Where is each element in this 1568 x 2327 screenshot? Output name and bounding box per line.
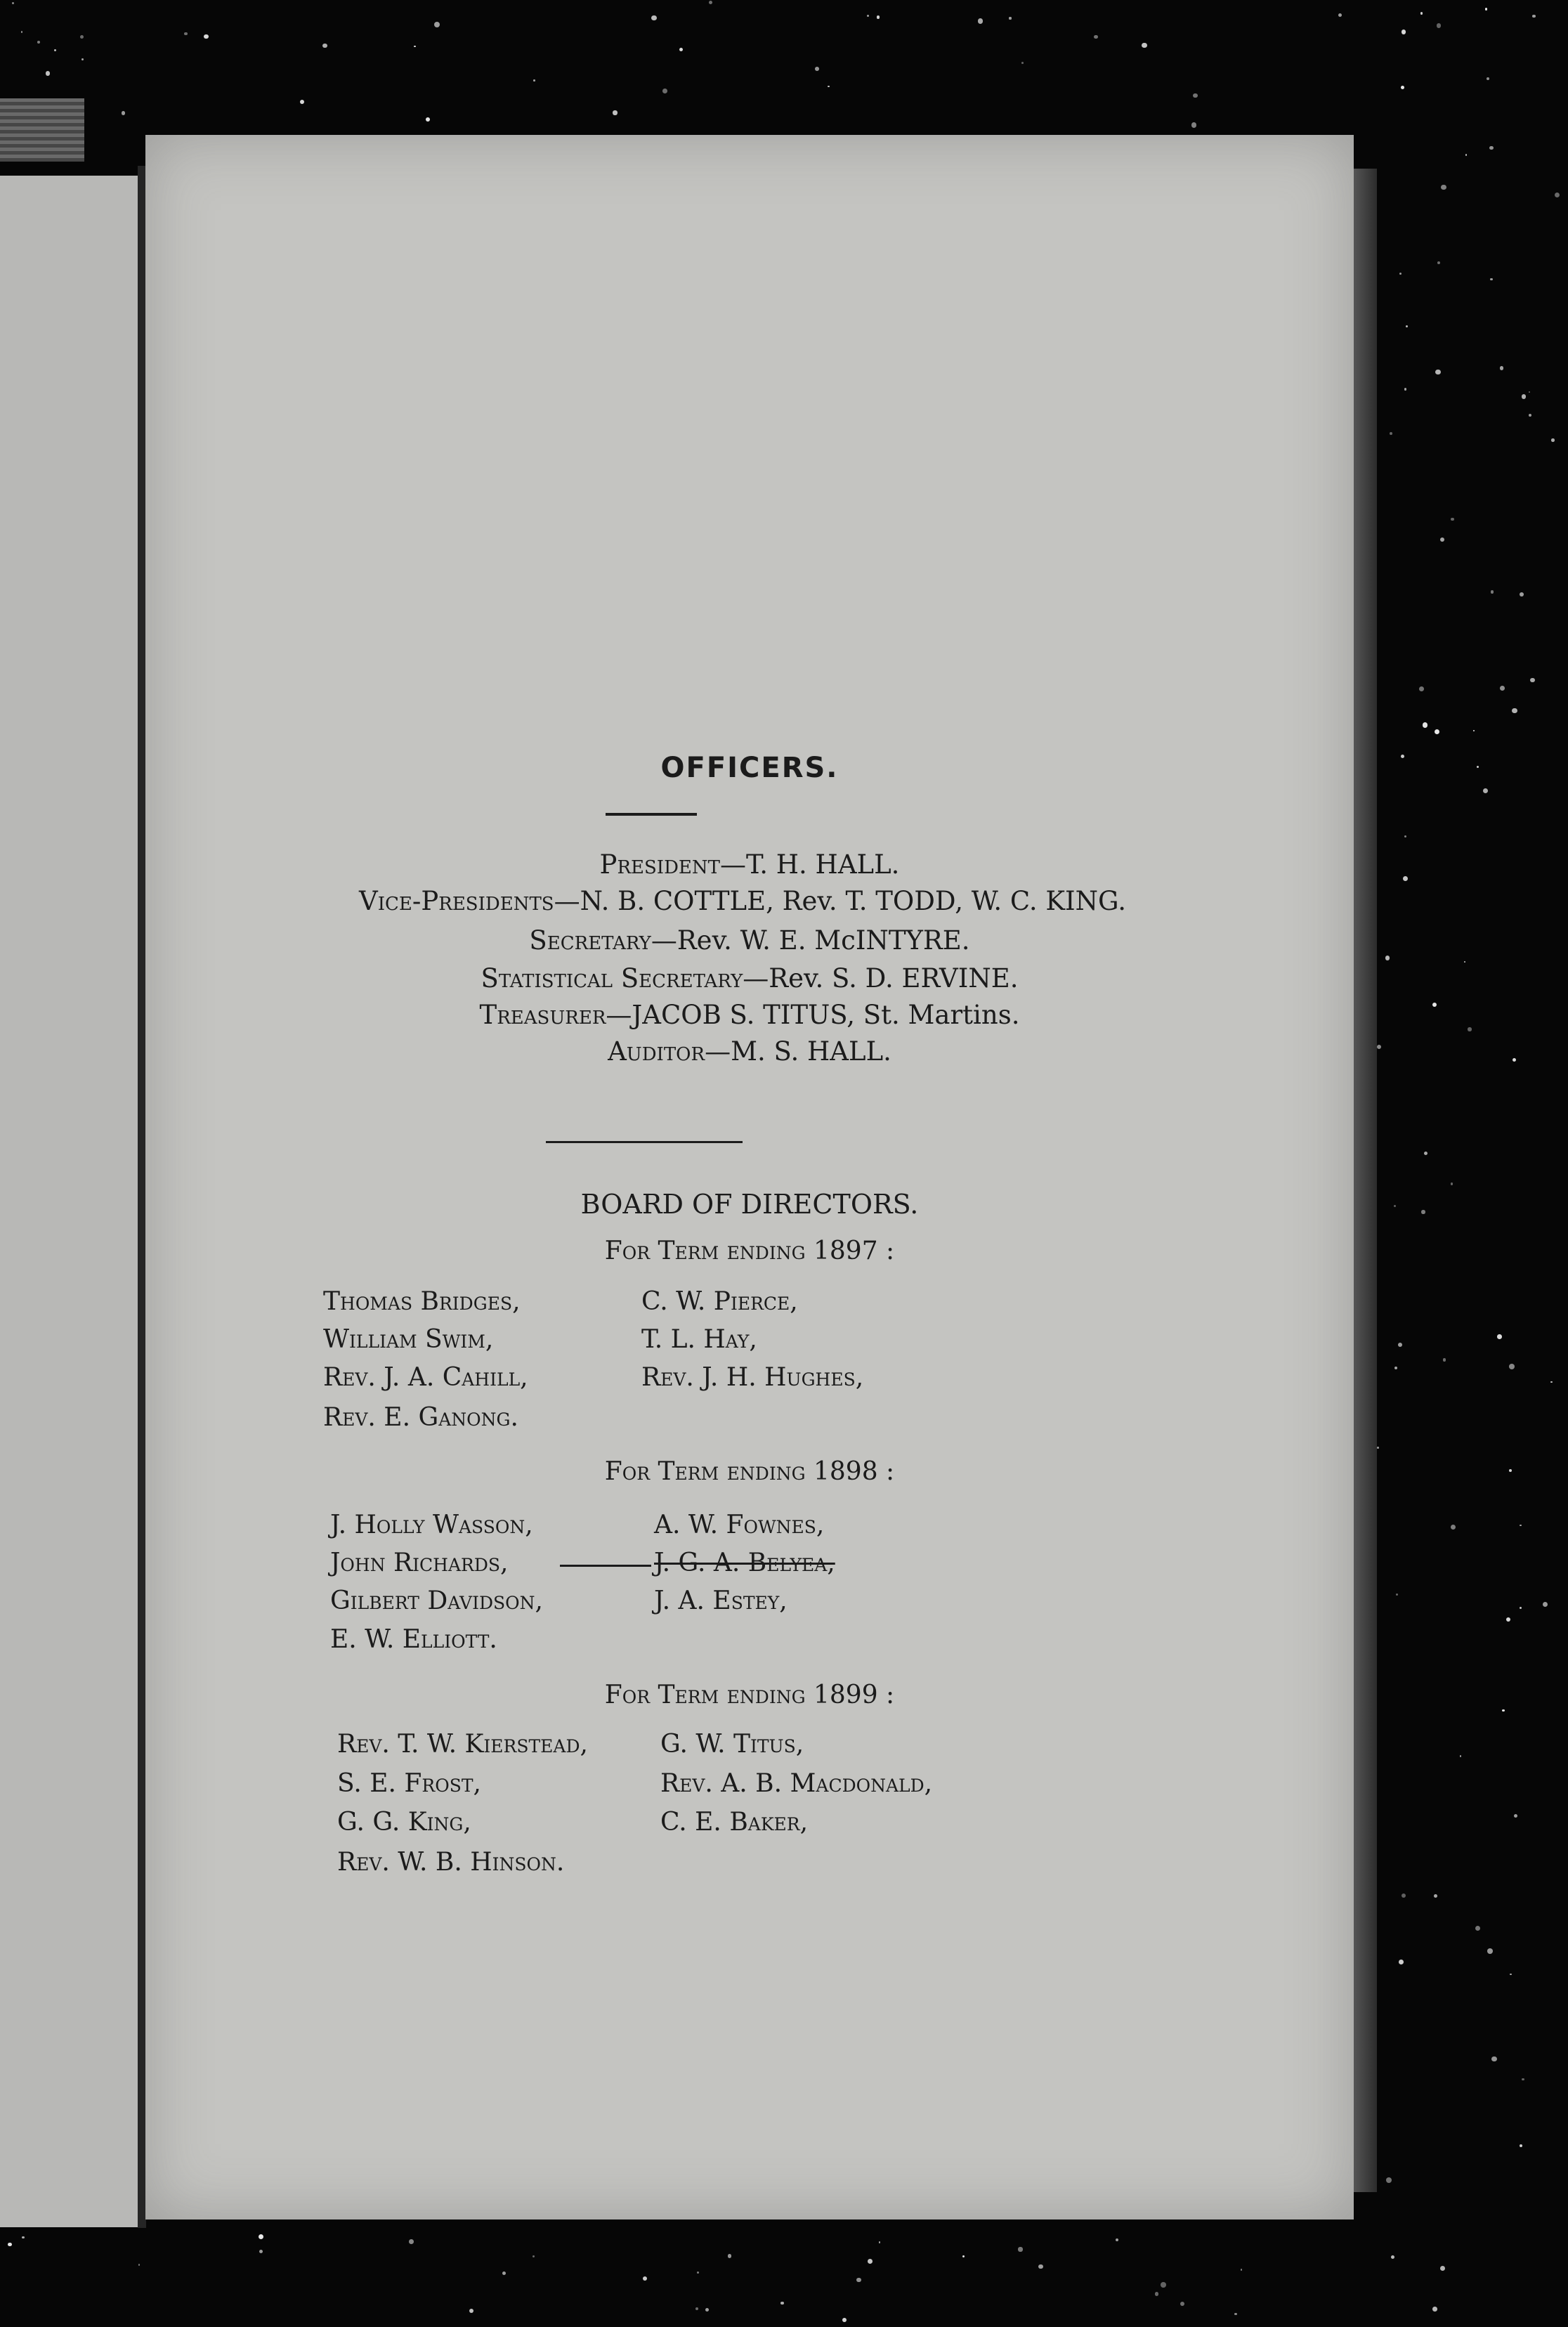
section-rule: [546, 1141, 743, 1143]
dust-speck: [1193, 93, 1197, 98]
dust-speck: [1038, 2264, 1043, 2269]
dust-speck: [1435, 370, 1441, 375]
dust-speck: [1473, 730, 1475, 731]
officer-role: Auditor: [608, 1036, 705, 1067]
director-name: J. A. Estey,: [654, 1586, 788, 1615]
dust-speck: [1234, 2313, 1236, 2315]
dust-speck: [679, 48, 683, 51]
dust-speck: [204, 34, 209, 39]
dust-speck: [426, 117, 430, 122]
dust-speck: [695, 2307, 699, 2311]
dust-speck: [1502, 1709, 1505, 1712]
officer-treasurer: Treasurer—JACOB S. TITUS, St. Martins.: [479, 1000, 1020, 1030]
officer-name: T. H. HALL.: [746, 849, 900, 880]
director-name: Rev. J. H. Hughes,: [641, 1363, 864, 1392]
dust-speck: [643, 2276, 647, 2281]
dust-speck: [184, 32, 188, 36]
dust-speck: [1510, 1974, 1511, 1975]
director-name: E. W. Elliott.: [330, 1625, 497, 1654]
dust-speck: [12, 2, 14, 4]
dust-speck: [1500, 686, 1505, 691]
binding-tape: [0, 98, 84, 162]
officer-role: Treasurer: [479, 1000, 606, 1030]
dust-speck: [1434, 1894, 1437, 1898]
dust-speck: [815, 67, 819, 71]
dust-speck: [1180, 2302, 1184, 2306]
dust-speck: [1465, 154, 1468, 156]
dust-speck: [879, 2241, 881, 2243]
director-name: C. E. Baker,: [660, 1808, 809, 1837]
dust-speck: [1509, 1469, 1512, 1472]
dust-speck: [1477, 766, 1479, 768]
dust-speck: [1550, 1381, 1553, 1383]
dust-speck: [80, 35, 84, 39]
dust-speck: [780, 2302, 784, 2305]
dust-speck: [1402, 1893, 1406, 1898]
dust-speck: [1399, 273, 1402, 275]
dust-speck: [1451, 1525, 1456, 1530]
dust-speck: [978, 18, 983, 23]
dust-speck: [1529, 391, 1530, 393]
dust-speck: [1543, 1602, 1548, 1607]
dust-speck: [1522, 2078, 1524, 2081]
dust-speck: [1487, 1948, 1493, 1954]
dust-speck: [1464, 961, 1465, 963]
dust-speck: [1532, 15, 1536, 18]
dust-speck: [533, 79, 535, 82]
dust-speck: [1512, 708, 1517, 713]
dust-speck: [1424, 1152, 1427, 1155]
dust-speck: [651, 15, 656, 20]
dust-speck: [1443, 1358, 1446, 1362]
dust-speck: [469, 2309, 473, 2313]
dust-speck: [1435, 729, 1439, 734]
dust-speck: [1161, 2282, 1165, 2287]
dust-speck: [1191, 122, 1196, 127]
officer-name: Rev. W. E. McINTYRE.: [677, 925, 970, 956]
page-title: OFFICERS.: [660, 752, 839, 784]
dust-speck: [828, 86, 830, 88]
dust-speck: [1399, 1960, 1404, 1964]
left-page-fragment: [0, 176, 144, 2227]
dust-speck: [1451, 518, 1453, 521]
director-name: G. G. King,: [337, 1808, 471, 1837]
dust-speck: [1396, 1593, 1398, 1596]
dust-speck: [1009, 17, 1011, 19]
dust-speck: [705, 2308, 710, 2312]
dust-speck: [37, 41, 40, 44]
dust-speck: [1394, 1367, 1397, 1369]
dust-speck: [1155, 2292, 1159, 2296]
officer-statistical-secretary: Statistical Secretary—Rev. S. D. ERVINE.: [481, 963, 1019, 993]
dust-speck: [1451, 1182, 1453, 1185]
page-content: [145, 135, 1354, 2220]
dust-speck: [1460, 1755, 1461, 1756]
officer-role: Statistical Secretary: [481, 963, 743, 993]
dust-speck: [259, 2234, 263, 2239]
director-name: A. W. Fownes,: [654, 1511, 825, 1539]
dust-speck: [1522, 394, 1527, 399]
dust-speck: [1377, 1447, 1379, 1449]
dust-speck: [1487, 77, 1489, 80]
dust-speck: [1489, 146, 1494, 150]
dust-speck: [1520, 1525, 1521, 1526]
dust-speck: [1530, 678, 1534, 682]
dust-speck: [54, 49, 56, 51]
dust-speck: [613, 110, 617, 115]
dust-speck: [856, 2278, 861, 2283]
dust-speck: [962, 2255, 965, 2257]
dust-speck: [1419, 686, 1424, 691]
dust-speck: [1018, 2247, 1022, 2251]
dust-speck: [697, 2271, 700, 2274]
dust-speck: [1386, 2177, 1392, 2183]
dust-speck: [434, 22, 440, 27]
dust-speck: [1509, 1364, 1515, 1369]
officer-name: M. S. HALL.: [731, 1036, 891, 1067]
dust-speck: [1241, 2269, 1243, 2271]
dust-speck: [1490, 278, 1493, 281]
dust-speck: [1401, 86, 1404, 89]
dust-speck: [1520, 1607, 1522, 1609]
dust-speck: [1491, 2057, 1497, 2062]
dust-speck: [322, 44, 327, 48]
dust-speck: [1520, 2144, 1522, 2147]
dust-speck: [1401, 755, 1404, 758]
dust-speck: [1520, 592, 1524, 597]
dust-speck: [1402, 30, 1406, 34]
dust-speck: [1432, 2307, 1437, 2311]
dust-speck: [1441, 185, 1446, 190]
dust-speck: [1338, 13, 1342, 17]
dust-speck: [1142, 43, 1147, 48]
dust-speck: [1440, 537, 1444, 542]
director-name: John Richards,: [330, 1549, 509, 1577]
term-1897-label: For Term ending 1897 :: [604, 1237, 895, 1265]
term-1899-label: For Term ending 1899 :: [604, 1681, 895, 1709]
dust-speck: [21, 31, 23, 33]
dust-speck: [1420, 12, 1423, 14]
director-name: William Swim,: [323, 1325, 494, 1354]
dust-speck: [1404, 388, 1407, 391]
dust-speck: [1094, 35, 1098, 39]
director-name: J. Holly Wasson,: [330, 1511, 533, 1539]
dust-speck: [138, 2264, 140, 2265]
dust-speck: [1437, 23, 1442, 28]
dust-speck: [1468, 1027, 1471, 1031]
dust-speck: [1404, 835, 1407, 838]
dust-speck: [868, 2259, 873, 2264]
director-name: Rev. J. A. Cahill,: [323, 1363, 528, 1392]
director-name: Rev. A. B. Macdonald,: [660, 1769, 933, 1798]
dust-speck: [728, 2254, 732, 2258]
officer-role: President: [599, 849, 720, 880]
dust-speck: [22, 2236, 24, 2238]
dust-speck: [842, 2318, 847, 2322]
dust-speck: [81, 58, 84, 60]
dust-speck: [1551, 438, 1555, 442]
dust-speck: [1514, 1814, 1517, 1818]
dust-speck: [1500, 366, 1503, 370]
dust-speck: [867, 15, 869, 17]
dust-speck: [1437, 261, 1440, 264]
dust-speck: [409, 2239, 414, 2244]
dust-speck: [1491, 590, 1494, 594]
dust-speck: [414, 46, 415, 47]
officer-vice-presidents: Vice-Presidents—N. B. COTTLE, Rev. T. TODD, W. C. KING.: [358, 886, 1126, 916]
term-1898-label: For Term ending 1898 :: [604, 1457, 895, 1486]
officer-name: JACOB S. TITUS, St. Martins.: [632, 1000, 1020, 1030]
officer-name: N. B. COTTLE, Rev. T. TODD, W. C. KING.: [580, 886, 1126, 916]
officer-name: Rev. S. D. ERVINE.: [769, 963, 1019, 993]
dust-speck: [1021, 62, 1024, 64]
title-rule: [606, 813, 697, 816]
dust-speck: [122, 111, 126, 115]
director-name: Rev. E. Ganong.: [323, 1403, 518, 1432]
dust-speck: [1385, 956, 1390, 960]
dust-speck: [1555, 193, 1560, 197]
dust-speck: [1483, 788, 1488, 793]
director-name: G. W. Titus,: [660, 1730, 804, 1759]
dust-speck: [1116, 2238, 1118, 2241]
dust-speck: [1421, 1210, 1425, 1213]
dust-speck: [1485, 8, 1487, 10]
dust-speck: [1403, 876, 1409, 882]
dust-speck: [1423, 722, 1428, 728]
dust-speck: [1394, 1205, 1396, 1207]
dust-speck: [709, 1, 713, 5]
dust-speck: [1513, 1058, 1516, 1062]
director-name: T. L. Hay,: [641, 1325, 757, 1354]
director-name: Gilbert Davidson,: [330, 1586, 543, 1615]
director-name: Rev. T. W. Kierstead,: [337, 1730, 588, 1759]
dust-speck: [1529, 414, 1531, 417]
dust-speck: [1497, 1334, 1502, 1339]
dust-speck: [259, 2250, 263, 2253]
dust-speck: [8, 2243, 12, 2247]
dust-speck: [300, 100, 304, 104]
officer-president: President—T. H. HALL.: [599, 849, 900, 880]
dust-speck: [1391, 2255, 1394, 2259]
dust-speck: [1440, 2266, 1445, 2271]
director-name: Thomas Bridges,: [323, 1287, 521, 1316]
director-name: S. E. Frost,: [337, 1769, 481, 1798]
dust-speck: [1432, 1003, 1437, 1007]
strike-dash: [560, 1565, 651, 1567]
director-name: C. W. Pierce,: [641, 1287, 798, 1316]
dust-speck: [877, 15, 880, 18]
dust-speck: [1475, 1926, 1480, 1931]
officer-role: Vice-Presidents: [358, 886, 554, 916]
dust-speck: [1506, 1617, 1510, 1622]
director-name-struck: J. G. A. Belyea,: [654, 1549, 835, 1577]
board-heading: BOARD OF DIRECTORS.: [580, 1189, 919, 1220]
officer-secretary: Secretary—Rev. W. E. McINTYRE.: [529, 925, 970, 956]
dust-speck: [1398, 1343, 1402, 1347]
dust-speck: [662, 89, 667, 93]
document-page: [145, 135, 1354, 2220]
officer-auditor: Auditor—M. S. HALL.: [608, 1036, 891, 1067]
dust-speck: [1377, 1045, 1381, 1049]
dust-speck: [502, 2271, 506, 2275]
dust-speck: [1390, 432, 1392, 435]
officer-role: Secretary: [529, 925, 651, 956]
dust-speck: [533, 2255, 535, 2257]
director-name: Rev. W. B. Hinson.: [337, 1848, 565, 1877]
dust-speck: [1406, 325, 1409, 328]
dust-speck: [46, 71, 50, 75]
